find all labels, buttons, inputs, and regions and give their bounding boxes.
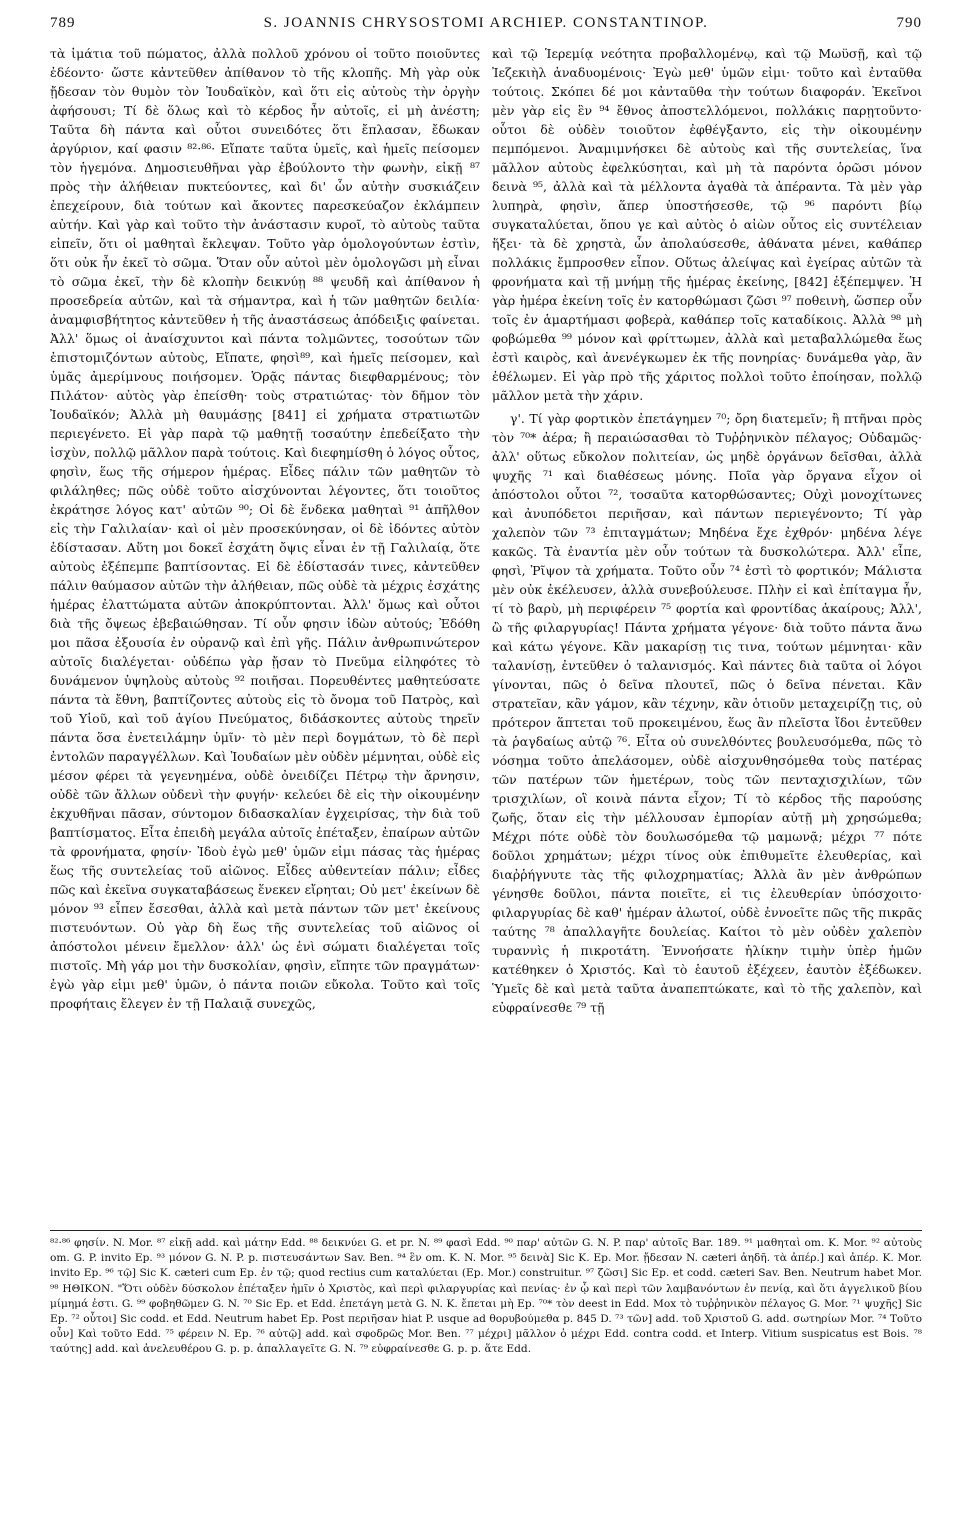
footnote-divider bbox=[50, 1230, 922, 1231]
running-title: S. JOANNIS CHRYSOSTOMI ARCHIEP. CONSTANTINOP. bbox=[263, 14, 709, 31]
right-column-paragraph: καὶ τῷ Ἱερεμίᾳ νεότητα προβαλλομένῳ, καὶ τῷ Μωϋσῇ, καὶ τῷ Ἰεζεκιὴλ ἀναδυομένοις· Ἐγὼ μεθ' ὑμῶν εἰμι· τοῦτο καὶ ἐνταῦθα τούτοις. Σκόπει δέ μοι κἀνταῦθα τὴν τούτων διαφοράν. Ἐκεῖνοι μὲν γὰρ εἰς ἓν ⁹⁴ ἔθνος ἀποστελλόμενοι, πολλάκις παρῃτοῦντο· οὗτοι δὲ οὐδὲν τοιοῦτον ἐφθέγξαντο, εἰς τὴν οἰκουμένην πεμπόμενοι. Ἀναμιμνήσκει δὲ αὐτοὺς καὶ τῆς συντελείας, ἵνα μᾶλλον αὐτοὺς ἐφελκύσηται, καὶ μὴ τὰ παρόντα ὁρῶσι μόνον δεινὰ ⁹⁵, ἀλλὰ καὶ τὰ μέλλοντα ἀγαθὰ τὰ ἀπέραντα. Τὰ μὲν γὰρ λυπηρὰ, φησὶν, ἅπερ ὑποστήσεσθε, τῷ ⁹⁶ παρόντι βίῳ συγκαταλύεται, ὅπου γε καὶ αὐτὸς ὁ αἰὼν οὗτος εἰς συντέλειαν ἥξει· τὰ δὲ χρηστὰ, ὧν ἀπολαύσεσθε, ἀθάνατα μένει, καθάπερ πολλάκις ἔμπροσθεν εἶπον. Οὕτως ἀλείψας καὶ ἐγείρας αὐτῶν τὰ φρονήματα καὶ τῇ μνήμῃ τῆς ἡμέρας ἐκείνης, [842] ἐξέπεμψεν. Ἡ γὰρ ἡμέρα ἐκείνη τοῖς ἐν κατορθώμασι ζῶσι ⁹⁷ ποθεινὴ, ὥσπερ οὖν τοῖς ἐν ἁμαρτήμασι φοβερὰ, καθάπερ τοῖς καταδίκοις. Ἀλλὰ ⁹⁸ μὴ φοβώμεθα ⁹⁹ μόνον καὶ φρίττωμεν, ἀλλὰ καὶ μεταβαλλώμεθα ἕως ἐστὶ καιρὸς, καὶ ἀνενέγκωμεν ἐκ τῆς πονηρίας· δυνάμεθα γὰρ, ἂν ἐθέλωμεν. Εἰ γὰρ πρὸ τῆς χάριτος πολλοὶ τοῦτο ἐποίησαν, πολλῷ μᾶλλον μετὰ τὴν χάριν. bbox=[492, 46, 922, 403]
page-number-right: 790 bbox=[896, 14, 922, 31]
running-header bbox=[50, 10, 922, 36]
left-column-paragraph: τὰ ἱμάτια τοῦ πώματος, ἀλλὰ πολλοῦ χρόνου οἱ τοῦτο ποιοῦντες ἐδέοντο· ὥστε κἀντεῦθεν ἀπίθανον τὸ τῆς κλοπῆς. Μὴ γὰρ οὐκ ᾔδεσαν τὸν θυμὸν τὸν Ἰουδαϊκὸν, καὶ ὅτι εἰς αὐτοὺς τὴν ὀργὴν ἀφήσουσι; Τί δὲ ὅλως καὶ τὸ κέρδος ἦν αὐτοῖς, εἰ μὴ ἀνέστη; Ταῦτα δὴ πάντα καὶ οὗτοι συνειδότες ὅτι ἔπλασαν, ἔδωκαν ἀργύριον, καί φασιν ⁸²·⁸⁶· Εἴπατε ταῦτα ὑμεῖς, καὶ ἡμεῖς πείσομεν τὸν ἡγεμόνα. Δημοσιευθῆναι γὰρ ἐβούλοντο τὴν φωνὴν, εἰκῇ ⁸⁷ πρὸς τὴν ἀλήθειαν πυκτεύοντες, καὶ δι' ὧν αὐτὴν συσκιάζειν ἐπεχείρουν, διὰ τούτων καὶ ἄκοντες παρεσκεύαζον ἐκλάμπειν αὐτήν. Καὶ γὰρ καὶ τοῦτο τὴν ἀνάστασιν κυροῖ, τὸ αὐτοὺς ταῦτα εἰπεῖν, ὅτι οἱ μαθηταὶ ἔκλεψαν. Τοῦτο γὰρ ὁμολογούντων ἐστὶν, ὅτι οὐκ ἦν ἐκεῖ τὸ σῶμα. Ὅταν οὖν αὐτοὶ μὲν ὁμολογῶσι μὴ εἶναι τὸ σῶμα ἐκεῖ, τὴν δὲ κλοπὴν δεικνύῃ ⁸⁸ ψευδῆ καὶ ἀπίθανον ἡ προσεδρεία αὐτῶν, καὶ τὰ σήμαντρα, καὶ ἡ τῶν μαθητῶν δειλία· ἀναμφισβήτητος κἀντεῦθεν ἡ τῆς ἀναστάσεως ἀπόδειξις φαίνεται. Ἀλλ' ὅμως οἱ ἀναίσχυντοι καὶ πάντα τολμῶντες, τοσούτων τῶν ἐπιστομιζόντων αὐτοὺς, Εἴπατε, φησὶ⁸⁹, καὶ ἡμεῖς πείσομεν, καὶ ὑμᾶς ἀμερίμνους ποιήσομεν. Ὁρᾷς πάντας διεφθαρμένους; τὸν Πιλάτον· αὐτὸς γὰρ ἐπείσθη· τοὺς στρατιώτας· τὸν δῆμον τὸν Ἰουδαϊκόν; Ἀλλὰ μὴ θαυμάσῃς [841] εἰ χρήματα στρατιωτῶν περιεγένετο. Εἰ γὰρ παρὰ τῷ μαθητῇ τοσαύτην ἐπεδείξατο τὴν ἰσχὺν, πολλῷ μᾶλλον παρὰ τούτοις. Καὶ διεφημίσθη ὁ λόγος οὗτος, φησὶν, ἕως τῆς σήμερον ἡμέρας. Εἶδες πάλιν τῶν μαθητῶν τὸ φιλάληθες; πῶς οὐδὲ τοῦτο αἰσχύνονται λέγοντες, ὅτι τοιοῦτος ἐκράτησε λόγος κατ' αὐτῶν ⁹⁰; Οἱ δὲ ἕνδεκα μαθηταὶ ⁹¹ ἀπῆλθον εἰς τὴν Γαλιλαίαν· καὶ οἱ μὲν προσεκύνησαν, οἱ δὲ ἰδόντες αὐτὸν ἐδίστασαν. Αὕτη μοι δοκεῖ ἐσχάτη ὄψις εἶναι ἐν τῇ Γαλιλαίᾳ, ὅτε αὐτοὺς ἐξέπεμπε βαπτίσοντας. Εἰ δὲ ἐδίστασάν τινες, κἀντεῦθεν πάλιν θαύμασον αὐτῶν τὴν ἀλήθειαν, πῶς οὐδὲ τὰ μέχρις ἐσχάτης ἡμέρας ἐλαττώματα αὐτῶν ἀποκρύπτονται. Ἀλλ' ὅμως καὶ οὗτοι διὰ τῆς ὄψεως ἐβεβαιώθησαν. Τί οὖν φησιν ἰδὼν αὐτούς; Ἐδόθη μοι πᾶσα ἐξουσία ἐν οὐρανῷ καὶ ἐπὶ γῆς. Πάλιν ἀνθρωπινώτερον αὐτοῖς διαλέγεται· οὐδέπω γὰρ ᾔσαν τὸ Πνεῦμα εἰληφότες τὸ δυνάμενον ὑψηλοὺς αὐτοὺς ⁹² ποιῆσαι. Πορευθέντες μαθητεύσατε πάντα τὰ ἔθνη, βαπτίζοντες αὐτοὺς εἰς τὸ ὄνομα τοῦ Πατρὸς, καὶ τοῦ Υἱοῦ, καὶ τοῦ ἁγίου Πνεύματος, διδάσκοντες αὐτοὺς τηρεῖν πάντα ὅσα ἐνετειλάμην ὑμῖν· τὸ μὲν περὶ δογμάτων, τὸ δὲ περὶ ἐντολῶν παραγγέλλων. Καὶ Ἰουδαίων μὲν οὐδὲν μέμνηται, οὐδὲ εἰς μέσον φέρει τὰ γεγενημένα, οὐδὲ ὀνειδίζει Πέτρῳ τὴν ἄρνησιν, οὐδὲ τῶν ἄλλων οὐδενὶ τὴν φυγήν· κελεύει δὲ εἰς τὴν οἰκουμένην ἐκχυθῆναι πᾶσαν, σύντομον διδασκαλίαν ἐγχειρίσας, τὴν διὰ τοῦ βαπτίσματος. Εἶτα ἐπειδὴ μεγάλα αὐτοῖς ἐπέταξεν, ἐπαίρων αὐτῶν τὰ φρονήματα, φησίν· Ἰδοὺ ἐγὼ μεθ' ὑμῶν εἰμι πάσας τὰς ἡμέρας ἕως τῆς συντελείας τοῦ αἰῶνος. Εἶδες αὐθεντείαν πάλιν; εἶδες πῶς καὶ ἐκεῖνα συγκαταβάσεως ἕνεκεν εἴρηται; Οὐ μετ' ἐκείνων δὲ μόνον ⁹³ εἶπεν ἔσεσθαι, ἀλλὰ καὶ μετὰ πάντων τῶν μετ' ἐκείνους πιστευόντων. Οὐ γὰρ δὴ ἕως τῆς συντελείας τοῦ αἰῶνος οἱ ἀπόστολοι μένειν ἔμελλον· ἀλλ' ὡς ἑνὶ σώματι διαλέγεται τοῖς πιστοῖς. Μὴ γάρ μοι τὴν δυσκολίαν, φησὶν, εἴπητε τῶν πραγμάτων· ἐγὼ γὰρ εἰμι μεθ' ὑμῶν, ὁ πάντα ποιῶν εὔκολα. Τοῦτο καὶ τοῖς προφήταις ἔλεγεν ἐν τῇ Παλαιᾷ συνεχῶς, bbox=[50, 46, 480, 1011]
page-number-left: 789 bbox=[50, 14, 76, 31]
left-text-column bbox=[50, 44, 480, 1224]
footnotes bbox=[50, 1236, 922, 1532]
right-text-column bbox=[492, 44, 922, 1224]
footnote-text: ⁸²·⁸⁶ φησίν. N. Mor. ⁸⁷ εἰκῇ add. καὶ μάτην Edd. ⁸⁸ δεικνύει G. et pr. N. ⁸⁹ φασὶ Edd. ⁹⁰ παρ' αὐτῶν G. N. P. παρ' αὐτοῖς Bar. 189. ⁹¹ μαθηταὶ om. K. Mor. ⁹² αὐτοὺς om. G. P. invito Ep. ⁹³ μόνον G. N. P. p. πιστευσάντων Sav. Ben. ⁹⁴ ἓν om. K. N. Mor. ⁹⁵ δεινὰ] Sic K. Ep. Mor. ᾔδεσαν N. cæteri ἀηδῆ. τὰ ἀπέρ.] καὶ ἀπέρ. K. Mor. invito Ep. ⁹⁶ τῷ] Sic K. cæteri cum Ep. ἐν τῷ; quod rectius cum καταλύεται (Ep. Mor.) construitur. ⁹⁷ ζῶσι] Sic Ep. et codd. cæteri Sav. Ben. Neutrum habet Mor. ⁹⁸ ΗΘΙΚΟΝ. "Ὅτι οὐδὲν δύσκολον ἐπέταξεν ἡμῖν ὁ Χριστὸς, καὶ περὶ φιλαργυρίας καὶ πενίας· ἐν ᾧ καὶ περὶ τῶν λαμβανόντων ἐν πενίᾳ, καὶ ὅτι ἀγγελικοῦ βίου μίμημά ἐστι. G. ⁹⁹ φοβηθῶμεν G. N. ⁷⁰ Sic Ep. et Edd. ἐπετάγη μετὰ G. N. K. ἔπεται μὴ Ep. ⁷⁰* τὸν deest in Edd. Mox τὸ τυῤῥηνικὸν πέλαγος G. Mor. ⁷¹ ψυχῆς] Sic Ep. ⁷² οὗτοι] Sic codd. et Edd. Neutrum habet Ep. Post περιῆσαν hiat P. usque ad θορυβούμεθα p. 845 D. ⁷³ τῶν] add. τοῦ Χριστοῦ G. add. σωτηρίων Mor. ⁷⁴ Τοῦτο οὖν] Καὶ τοῦτο Edd. ⁷⁵ φέρειν N. Ep. ⁷⁶ αὐτῷ] add. καὶ σφοδρῶς Mor. Ben. ⁷⁷ μέχρι] μᾶλλον ὁ μέχρι Edd. contra codd. et Interp. Vitium suspicatus est Bois. ⁷⁸ ταύτης] add. καὶ ἀνελευθέρου G. p. p. ἀπαλλαγεῖτε G. N. ⁷⁹ εὐφραίνεσθε G. p. p. ἅτε Edd. bbox=[50, 1237, 922, 1356]
section-paragraph: γ'. Τί γὰρ φορτικὸν ἐπετάγημεν ⁷⁰; ὄρη διατεμεῖν; ἢ πτῆναι πρὸς τὸν ⁷⁰* ἀέρα; ἢ περαιώσασθαι τὸ Τυῤῥηνικὸν πέλαγος; Οὐδαμῶς· ἀλλ' οὕτως εὔκολον πολιτείαν, ὡς μηδὲ ὀργάνων δεῖσθαι, ἀλλὰ ψυχῆς ⁷¹ καὶ διαθέσεως μόνης. Ποῖα γὰρ ὄργανα εἶχον οἱ ἀπόστολοι οὗτοι ⁷², τοσαῦτα κατορθώσαντες; Οὐχὶ μονοχίτωνες καὶ ἀνυπόδετοι περιῆσαν, καὶ πάντων περιεγένοντο; Τί γὰρ χαλεπὸν τῶν ⁷³ ἐπιταγμάτων; Μηδένα ἔχε ἐχθρόν· μηδένα λέγε κακῶς. Τὰ ἐναντία μὲν οὖν τούτων τὰ δυσκολώτερα. Ἀλλ' εἶπε, φησὶ, Ῥῖψον τὰ χρήματα. Τοῦτο οὖν ⁷⁴ ἐστὶ τὸ φορτικόν; Μάλιστα μὲν οὐκ ἐκέλευσεν, ἀλλὰ συνεβούλευσε. Πλὴν εἰ καὶ ἐπίταγμα ἦν, τί τὸ βαρὺ, μὴ περιφέρειν ⁷⁵ φορτία καὶ φροντίδας ἀκαίρους; Ἀλλ', ὢ τῆς φιλαργυρίας! Πάντα χρήματα γέγονε· διὰ τοῦτο πάντα ἄνω καὶ κάτω γέγονε. Κἂν μακαρίσῃ τις τινα, τούτων μέμνηται· κἂν ταλανίσῃ, ἐντεῦθεν ὁ ταλανισμός. Καὶ πάντες διὰ ταῦτα οἱ λόγοι γίνονται, πῶς ὁ δεῖνα πλουτεῖ, πῶς ὁ δεῖνα πένεται. Κἂν στρατεῖαν, κἂν γάμον, κἂν τέχνην, κἂν ὁτιοῦν μεταχειρίζῃ τις, οὐ πρότερον ἅπτεται τοῦ προκειμένου, ἕως ἂν πλεῖστα ἴδοι ἐντεῦθεν τὰ ῥαγδαίως αὐτῷ ⁷⁶. Εἶτα οὐ συνελθόντες βουλευσόμεθα, πῶς τὸ νόσημα τοῦτο ἀπελάσομεν, οὐδὲ αἰσχυνθησόμεθα τοὺς πατέρας τῶν πατέρων τῶν ἡμετέρων, τοὺς τῶν πενταχισχιλίων, τῶν τρισχιλίων, οἳ κοινὰ πάντα εἶχον; Τί τὸ κέρδος τῆς παρούσης ζωῆς, ὅταν εἰς τὴν μέλλουσαν ἐμπορίαν αὐτῇ μὴ χρησώμεθα; Μέχρι πότε οὐδὲ τὸν δουλωσόμεθα τῷ μαμωνᾷ; μέχρι ⁷⁷ πότε δοῦλοι χρημάτων; μέχρι τίνος οὐκ ἐπιθυμεῖτε ἐλευθερίας, καὶ διαῤῥήγνυτε τὰς τῆς φιλοχρηματίας; Ἀλλὰ ἂν μὲν ἀνθρώπων γένησθε δοῦλοι, πάντα ποιεῖτε, εἰ τις ἐλευθερίαν ὑπόσχοιτο· φιλαργυρίας δὲ καθ' ἡμέραν ἀλωτοί, οὐδὲ ἐννοεῖτε πῶς τῆς πικρᾶς ταύτης ⁷⁸ ἀπαλλαγῆτε δουλείας. Καίτοι τὸ μὲν οὐδὲν χαλεπὸν τυραννὶς ἡ πικροτάτη. Ἐννοήσατε ἡλίκην τιμὴν ὑπὲρ ἡμῶν κατέθηκεν ὁ Χριστός. Καὶ τὸ ἑαυτοῦ ἐξέχεεν, ἑαυτὸν ἐξέδωκεν. Ὑμεῖς δὲ καὶ μετὰ ταῦτα ἀναπεπτώκατε, καὶ τὸ τῆς χαλεπὸν, καὶ εὐφραίνεσθε ⁷⁹ τῇ bbox=[492, 411, 922, 1015]
